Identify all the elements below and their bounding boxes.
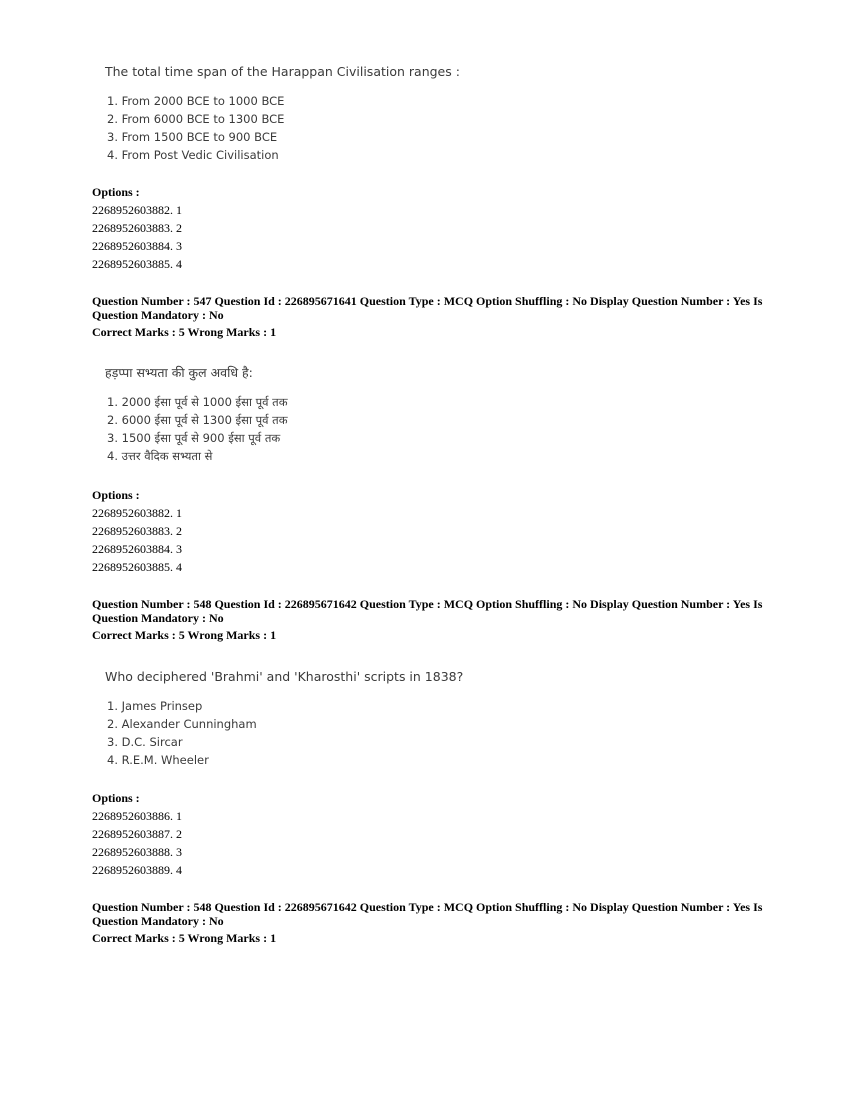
option-row: 2268952603886. 1 [92,809,182,823]
options-block [92,486,182,576]
option-row: 2268952603887. 2 [92,827,182,841]
choice-item: 1. From 2000 BCE to 1000 BCE [107,94,285,108]
option-row: 2268952603883. 2 [92,221,182,235]
choice-item: 3. 1500 ईसा पूर्व से 900 ईसा पूर्व तक [107,431,281,445]
choice-item: 1. 2000 ईसा पूर्व से 1000 ईसा पूर्व तक [107,395,288,409]
choice-item: 2. From 6000 BCE to 1300 BCE [107,112,285,126]
question-stem: Who deciphered 'Brahmi' and 'Kharosthi' scripts in 1838? [105,669,464,684]
choice-item: 4. उत्तर वैदिक सभ्यता से [107,449,213,463]
choice-list [105,92,460,164]
marks-line: Correct Marks : 5 Wrong Marks : 1 [92,325,277,339]
question-image-harappan-hindi [105,365,288,465]
marks-line: Correct Marks : 5 Wrong Marks : 1 [92,628,277,642]
question-stem: हड़प्पा सभ्यता की कुल अवधि है: [105,365,253,380]
choice-item: 1. James Prinsep [107,699,203,713]
option-row: 2268952603885. 4 [92,257,182,271]
choice-list [105,393,288,465]
options-block [92,789,182,879]
choice-list [105,697,463,769]
marks-line: Correct Marks : 5 Wrong Marks : 1 [92,931,277,945]
choice-item: 2. 6000 ईसा पूर्व से 1300 ईसा पूर्व तक [107,413,288,427]
choice-item: 4. From Post Vedic Civilisation [107,148,279,162]
options-label: Options : [92,185,140,199]
choice-item: 3. D.C. Sircar [107,735,183,749]
question-stem: The total time span of the Harappan Civilisation ranges : [105,64,460,79]
options-label: Options : [92,791,140,805]
question-meta [92,294,772,339]
option-row: 2268952603883. 2 [92,524,182,538]
question-meta [92,597,772,642]
choice-item: 3. From 1500 BCE to 900 BCE [107,130,278,144]
option-row: 2268952603888. 3 [92,845,182,859]
option-row: 2268952603889. 4 [92,863,182,877]
question-meta-line: Question Number : 548 Question Id : 226895671642 Question Type : MCQ Option Shuffling : No Display Question Number : Yes Is Question Mandatory : No [92,597,763,625]
option-row: 2268952603882. 1 [92,203,182,217]
options-block [92,183,182,273]
choice-item: 4. R.E.M. Wheeler [107,753,209,767]
option-row: 2268952603884. 3 [92,239,182,253]
option-row: 2268952603885. 4 [92,560,182,574]
option-row: 2268952603882. 1 [92,506,182,520]
question-meta [92,900,772,945]
question-image-brahmi-english [105,669,463,769]
question-meta-line: Question Number : 547 Question Id : 226895671641 Question Type : MCQ Option Shuffling : No Display Question Number : Yes Is Question Mandatory : No [92,294,763,322]
choice-item: 2. Alexander Cunningham [107,717,257,731]
options-label: Options : [92,488,140,502]
question-meta-line: Question Number : 548 Question Id : 226895671642 Question Type : MCQ Option Shuffling : No Display Question Number : Yes Is Question Mandatory : No [92,900,763,928]
option-row: 2268952603884. 3 [92,542,182,556]
question-image-harappan-english [105,64,460,164]
